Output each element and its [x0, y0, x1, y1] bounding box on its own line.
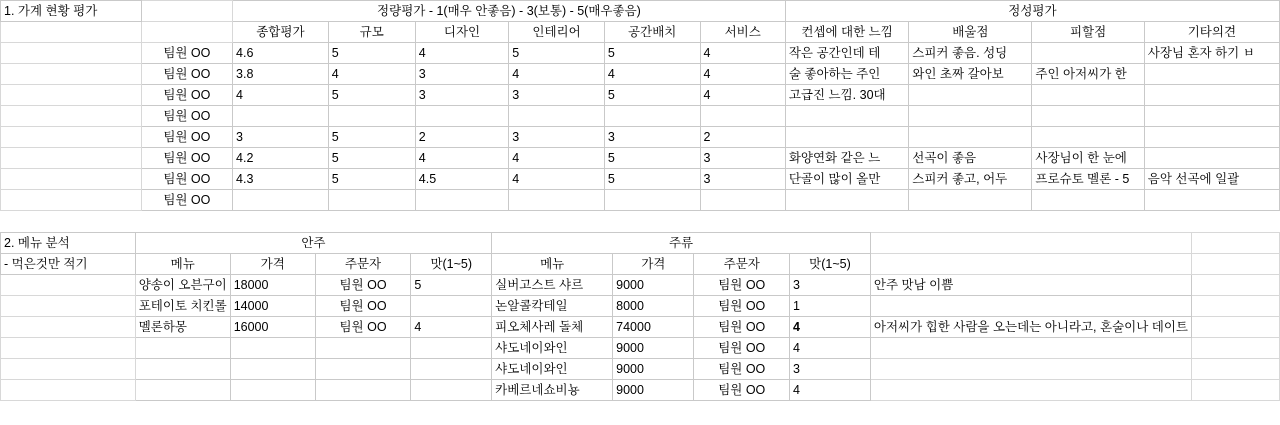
- cell-layout[interactable]: 5: [604, 85, 700, 106]
- empty-cell[interactable]: [1192, 233, 1280, 254]
- cell-scale[interactable]: [328, 106, 415, 127]
- col-header-drink-taste: 맛(1~5): [790, 254, 871, 275]
- cell-scale[interactable]: 5: [328, 127, 415, 148]
- cell-design[interactable]: 4: [415, 148, 508, 169]
- cell-etc[interactable]: [1144, 106, 1279, 127]
- cell-etc[interactable]: [1144, 85, 1279, 106]
- empty-cell[interactable]: [141, 1, 232, 22]
- cell-drink-menu[interactable]: 논알콜칵테일: [492, 296, 613, 317]
- cell-concept[interactable]: [785, 106, 908, 127]
- col-header-food-menu: 메뉴: [135, 254, 230, 275]
- cell-etc[interactable]: [1144, 64, 1279, 85]
- empty-cell[interactable]: [870, 338, 1191, 359]
- empty-cell[interactable]: [1192, 380, 1280, 401]
- cell-interior[interactable]: 4: [509, 169, 605, 190]
- quantitative-group-header: 정량평가 - 1(매우 안좋음) - 3(보통) - 5(매우좋음): [233, 1, 786, 22]
- cell-overall[interactable]: [233, 190, 329, 211]
- cell-service[interactable]: 3: [700, 148, 785, 169]
- table-row[interactable]: [1, 85, 1280, 106]
- cell-drink-taste[interactable]: 3: [790, 275, 871, 296]
- empty-cell[interactable]: [870, 254, 1191, 275]
- cell-design[interactable]: [415, 190, 508, 211]
- cell-avoid[interactable]: [1032, 190, 1144, 211]
- cell-avoid[interactable]: 사장님이 한 눈에: [1032, 148, 1144, 169]
- empty-cell[interactable]: [1192, 338, 1280, 359]
- table-row[interactable]: [1, 43, 1280, 64]
- empty-cell[interactable]: [1, 338, 136, 359]
- cell-drink-orderer[interactable]: 팀원 OO: [694, 275, 790, 296]
- cell-food-orderer[interactable]: 팀원 OO: [315, 317, 411, 338]
- cell-interior[interactable]: 4: [509, 64, 605, 85]
- empty-cell[interactable]: [1, 22, 142, 43]
- cell-food-orderer[interactable]: 팀원 OO: [315, 275, 411, 296]
- cell-learn[interactable]: [909, 85, 1032, 106]
- cell-food-taste[interactable]: [411, 296, 492, 317]
- cell-overall[interactable]: 4.3: [233, 169, 329, 190]
- member-label: 팀원 OO: [141, 85, 232, 106]
- cell-service[interactable]: 4: [700, 43, 785, 64]
- cell-food-taste[interactable]: [411, 359, 492, 380]
- empty-cell[interactable]: [1, 275, 136, 296]
- cell-layout[interactable]: 4: [604, 64, 700, 85]
- cell-layout[interactable]: [604, 190, 700, 211]
- cell-avoid[interactable]: [1032, 106, 1144, 127]
- empty-cell[interactable]: [1192, 275, 1280, 296]
- cell-design[interactable]: 3: [415, 64, 508, 85]
- cell-etc[interactable]: [1144, 127, 1279, 148]
- col-header-overall: 종합평가: [233, 22, 329, 43]
- cell-food-taste[interactable]: [411, 338, 492, 359]
- drink-group-header: 주류: [492, 233, 871, 254]
- cell-food-orderer[interactable]: [315, 380, 411, 401]
- cell-food-price[interactable]: 18000: [230, 275, 315, 296]
- cell-overall[interactable]: 4: [233, 85, 329, 106]
- cell-drink-menu[interactable]: 샤도네이와인: [492, 338, 613, 359]
- member-label: 팀원 OO: [141, 106, 232, 127]
- table-row[interactable]: [1, 380, 1280, 401]
- col-header-food-orderer: 주문자: [315, 254, 411, 275]
- empty-cell[interactable]: [1192, 296, 1280, 317]
- empty-cell[interactable]: [870, 359, 1191, 380]
- cell-design[interactable]: 4.5: [415, 169, 508, 190]
- cell-design[interactable]: 3: [415, 85, 508, 106]
- empty-cell[interactable]: [1, 106, 142, 127]
- empty-cell[interactable]: [1192, 317, 1280, 338]
- cell-scale[interactable]: 5: [328, 148, 415, 169]
- cell-layout[interactable]: 5: [604, 169, 700, 190]
- table-row[interactable]: [1, 338, 1280, 359]
- table-row[interactable]: [1, 296, 1280, 317]
- cell-concept[interactable]: 술 좋아하는 주인: [785, 64, 908, 85]
- cell-overall[interactable]: [233, 106, 329, 127]
- col-header-layout: 공간배치: [604, 22, 700, 43]
- cell-design[interactable]: 2: [415, 127, 508, 148]
- section1-title: 1. 가계 현황 평가: [1, 1, 142, 22]
- cell-drink-menu[interactable]: 샤도네이와인: [492, 359, 613, 380]
- store-evaluation-table[interactable]: [0, 0, 1280, 211]
- cell-food-price[interactable]: 14000: [230, 296, 315, 317]
- cell-drink-taste[interactable]: 1: [790, 296, 871, 317]
- cell-design[interactable]: [415, 106, 508, 127]
- cell-note[interactable]: 아저씨가 힙한 사람을 오는데는 아니라고, 혼술이나 데이트: [870, 317, 1191, 338]
- section2-title: 2. 메뉴 분석: [1, 233, 136, 254]
- cell-learn[interactable]: 선곡이 좋음: [909, 148, 1032, 169]
- empty-cell[interactable]: [1, 85, 142, 106]
- empty-cell[interactable]: [870, 380, 1191, 401]
- col-header-service: 서비스: [700, 22, 785, 43]
- cell-avoid[interactable]: 주인 아저씨가 한: [1032, 64, 1144, 85]
- cell-learn[interactable]: 스피커 좋고, 어두: [909, 169, 1032, 190]
- member-label: 팀원 OO: [141, 190, 232, 211]
- col-header-interior: 인테리어: [509, 22, 605, 43]
- cell-food-menu[interactable]: [135, 338, 230, 359]
- table-row-group-header: [1, 233, 1280, 254]
- cell-drink-taste[interactable]: 3: [790, 359, 871, 380]
- cell-learn[interactable]: [909, 106, 1032, 127]
- cell-concept[interactable]: 화양연화 같은 느: [785, 148, 908, 169]
- cell-interior[interactable]: [509, 190, 605, 211]
- cell-learn[interactable]: [909, 190, 1032, 211]
- cell-food-taste[interactable]: 5: [411, 275, 492, 296]
- cell-avoid[interactable]: [1032, 85, 1144, 106]
- menu-analysis-table[interactable]: [0, 232, 1280, 401]
- cell-scale[interactable]: [328, 190, 415, 211]
- cell-food-menu[interactable]: 멜론하몽: [135, 317, 230, 338]
- cell-avoid[interactable]: [1032, 127, 1144, 148]
- cell-drink-price[interactable]: 74000: [613, 317, 694, 338]
- table-row[interactable]: [1, 169, 1280, 190]
- cell-layout[interactable]: 3: [604, 127, 700, 148]
- cell-drink-price[interactable]: 8000: [613, 296, 694, 317]
- qualitative-group-header: 정성평가: [785, 1, 1279, 22]
- cell-drink-menu[interactable]: 카베르네쇼비뇽: [492, 380, 613, 401]
- empty-cell[interactable]: [1192, 359, 1280, 380]
- empty-cell[interactable]: [1192, 254, 1280, 275]
- col-header-learn: 배울점: [909, 22, 1032, 43]
- section2-subtitle: - 먹은것만 적기: [1, 254, 136, 275]
- col-header-drink-orderer: 주문자: [694, 254, 790, 275]
- cell-service[interactable]: 4: [700, 64, 785, 85]
- table-row[interactable]: [1, 359, 1280, 380]
- empty-cell[interactable]: [1, 43, 142, 64]
- empty-cell[interactable]: [1, 64, 142, 85]
- cell-drink-orderer[interactable]: 팀원 OO: [694, 380, 790, 401]
- col-header-scale: 규모: [328, 22, 415, 43]
- cell-food-menu[interactable]: 포테이토 치킨롤: [135, 296, 230, 317]
- cell-layout[interactable]: [604, 106, 700, 127]
- table-row[interactable]: [1, 106, 1280, 127]
- cell-food-price[interactable]: [230, 359, 315, 380]
- cell-overall[interactable]: 4.2: [233, 148, 329, 169]
- cell-concept[interactable]: [785, 127, 908, 148]
- col-header-drink-price: 가격: [613, 254, 694, 275]
- col-header-drink-menu: 메뉴: [492, 254, 613, 275]
- empty-cell[interactable]: [1, 317, 136, 338]
- cell-drink-price[interactable]: 9000: [613, 380, 694, 401]
- member-label: 팀원 OO: [141, 169, 232, 190]
- cell-concept[interactable]: 단골이 많이 올만: [785, 169, 908, 190]
- cell-interior[interactable]: 3: [509, 85, 605, 106]
- empty-cell[interactable]: [1, 190, 142, 211]
- cell-concept[interactable]: 고급진 느낌. 30대: [785, 85, 908, 106]
- empty-cell[interactable]: [1, 127, 142, 148]
- cell-concept[interactable]: [785, 190, 908, 211]
- empty-cell[interactable]: [1, 359, 136, 380]
- empty-cell[interactable]: [1, 148, 142, 169]
- empty-cell[interactable]: [1, 296, 136, 317]
- cell-note[interactable]: [870, 296, 1191, 317]
- table-row[interactable]: [1, 64, 1280, 85]
- cell-drink-price[interactable]: 9000: [613, 338, 694, 359]
- member-label: 팀원 OO: [141, 148, 232, 169]
- cell-overall[interactable]: 3: [233, 127, 329, 148]
- cell-food-price[interactable]: [230, 380, 315, 401]
- cell-layout[interactable]: 5: [604, 148, 700, 169]
- cell-service[interactable]: 3: [700, 169, 785, 190]
- cell-scale[interactable]: 5: [328, 169, 415, 190]
- col-header-food-taste: 맛(1~5): [411, 254, 492, 275]
- cell-food-menu[interactable]: [135, 359, 230, 380]
- cell-etc[interactable]: 음악 선곡에 일괄: [1144, 169, 1279, 190]
- cell-service[interactable]: [700, 190, 785, 211]
- table-row-group-header: [1, 1, 1280, 22]
- cell-drink-orderer[interactable]: 팀원 OO: [694, 317, 790, 338]
- cell-drink-taste[interactable]: 4: [790, 317, 871, 338]
- cell-food-price[interactable]: [230, 338, 315, 359]
- empty-cell[interactable]: [141, 22, 232, 43]
- cell-drink-price[interactable]: 9000: [613, 275, 694, 296]
- table-row[interactable]: [1, 317, 1280, 338]
- food-group-header: 안주: [135, 233, 491, 254]
- cell-overall[interactable]: 3.8: [233, 64, 329, 85]
- cell-interior[interactable]: 4: [509, 148, 605, 169]
- cell-etc[interactable]: [1144, 148, 1279, 169]
- table-row-column-header: [1, 254, 1280, 275]
- cell-scale[interactable]: 5: [328, 43, 415, 64]
- cell-interior[interactable]: [509, 106, 605, 127]
- table-row[interactable]: [1, 148, 1280, 169]
- cell-service[interactable]: 2: [700, 127, 785, 148]
- cell-food-menu[interactable]: 양송이 오븐구이: [135, 275, 230, 296]
- cell-food-orderer[interactable]: [315, 359, 411, 380]
- cell-avoid[interactable]: 프로슈토 멜론 - 5: [1032, 169, 1144, 190]
- cell-drink-orderer[interactable]: 팀원 OO: [694, 296, 790, 317]
- empty-cell[interactable]: [870, 233, 1191, 254]
- col-header-design: 디자인: [415, 22, 508, 43]
- empty-cell[interactable]: [1, 380, 136, 401]
- cell-design[interactable]: 4: [415, 43, 508, 64]
- cell-etc[interactable]: 사장님 혼자 하기 ㅂ: [1144, 43, 1279, 64]
- cell-overall[interactable]: 4.6: [233, 43, 329, 64]
- cell-drink-menu[interactable]: 피오체사레 돌체: [492, 317, 613, 338]
- table-row[interactable]: [1, 127, 1280, 148]
- member-label: 팀원 OO: [141, 127, 232, 148]
- cell-learn[interactable]: 와인 초짜 갈아보: [909, 64, 1032, 85]
- cell-service[interactable]: [700, 106, 785, 127]
- cell-food-orderer[interactable]: [315, 338, 411, 359]
- cell-food-taste[interactable]: 4: [411, 317, 492, 338]
- cell-etc[interactable]: [1144, 190, 1279, 211]
- cell-note[interactable]: 안주 맛남 이쁨: [870, 275, 1191, 296]
- cell-scale[interactable]: 4: [328, 64, 415, 85]
- cell-scale[interactable]: 5: [328, 85, 415, 106]
- empty-cell[interactable]: [1, 169, 142, 190]
- cell-interior[interactable]: 5: [509, 43, 605, 64]
- cell-service[interactable]: 4: [700, 85, 785, 106]
- col-header-avoid: 피할점: [1032, 22, 1144, 43]
- member-label: 팀원 OO: [141, 43, 232, 64]
- table-row[interactable]: [1, 190, 1280, 211]
- member-label: 팀원 OO: [141, 64, 232, 85]
- cell-food-price[interactable]: 16000: [230, 317, 315, 338]
- cell-drink-price[interactable]: 9000: [613, 359, 694, 380]
- col-header-etc: 기타의견: [1144, 22, 1279, 43]
- cell-drink-taste[interactable]: 4: [790, 380, 871, 401]
- cell-drink-orderer[interactable]: 팀원 OO: [694, 338, 790, 359]
- cell-drink-taste[interactable]: 4: [790, 338, 871, 359]
- cell-learn[interactable]: 스피커 좋음. 성딩: [909, 43, 1032, 64]
- cell-layout[interactable]: 5: [604, 43, 700, 64]
- cell-drink-menu[interactable]: 실버고스트 샤르: [492, 275, 613, 296]
- table-row[interactable]: [1, 275, 1280, 296]
- table-row-column-header: [1, 22, 1280, 43]
- cell-concept[interactable]: 작은 공간인데 테: [785, 43, 908, 64]
- cell-avoid[interactable]: [1032, 43, 1144, 64]
- cell-learn[interactable]: [909, 127, 1032, 148]
- cell-food-menu[interactable]: [135, 380, 230, 401]
- col-header-food-price: 가격: [230, 254, 315, 275]
- col-header-concept: 컨셉에 대한 느낌: [785, 22, 908, 43]
- cell-food-taste[interactable]: [411, 380, 492, 401]
- cell-interior[interactable]: 3: [509, 127, 605, 148]
- cell-drink-orderer[interactable]: 팀원 OO: [694, 359, 790, 380]
- cell-food-orderer[interactable]: 팀원 OO: [315, 296, 411, 317]
